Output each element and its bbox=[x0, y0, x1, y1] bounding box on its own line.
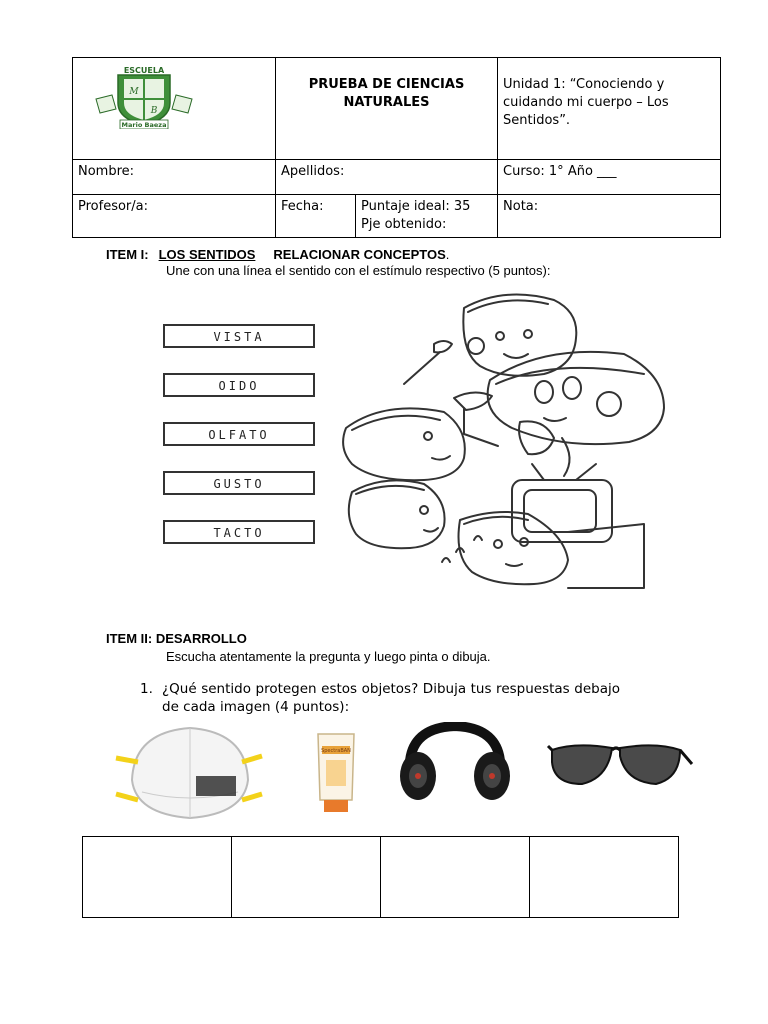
fecha-field: Fecha: bbox=[276, 195, 356, 238]
answer-box-2[interactable] bbox=[232, 837, 381, 918]
profesor-field: Profesor/a: bbox=[73, 195, 276, 238]
pje-obtenido: Pje obtenido: bbox=[361, 217, 447, 232]
boy-smelling-flower-icon bbox=[404, 295, 576, 384]
logo-letter-m: M bbox=[129, 87, 139, 97]
logo-bottom-text: Mario Baeza bbox=[121, 121, 167, 129]
sunscreen-label: SpectraBAN bbox=[321, 748, 351, 754]
test-title bbox=[276, 58, 498, 160]
question-1-text: ¿Qué sentido protegen estos objetos? Dibuja tus respuestas debajo de cada imagen (4 puntos): bbox=[162, 681, 620, 715]
sense-box-olfato bbox=[164, 423, 314, 445]
item2-instruction: Escucha atentamente la pregunta y luego pinta o dibuja. bbox=[166, 649, 491, 664]
puntaje-field bbox=[356, 195, 498, 238]
nota-field: Nota: bbox=[498, 195, 721, 238]
headphones-icon bbox=[396, 722, 514, 802]
item1-activity: RELACIONAR CONCEPTOS bbox=[273, 247, 446, 262]
title-line-2: NATURALES bbox=[343, 95, 430, 110]
title-line-1: PRUEBA DE CIENCIAS bbox=[308, 77, 465, 92]
puntaje-ideal: Puntaje ideal: 35 bbox=[361, 199, 471, 214]
logo-cell bbox=[73, 58, 276, 160]
item1-topic: LOS SENTIDOS bbox=[158, 247, 256, 262]
mask-icon bbox=[112, 722, 266, 822]
girl-looking-icon bbox=[488, 352, 664, 444]
answer-box-4[interactable] bbox=[530, 837, 679, 918]
answer-table bbox=[82, 836, 679, 918]
answer-box-3[interactable] bbox=[381, 837, 530, 918]
svg-text:GUSTO: GUSTO bbox=[213, 477, 265, 491]
sense-box-tacto bbox=[164, 521, 314, 543]
item1-instruction: Une con una línea el sentido con el estímulo respectivo (5 puntos): bbox=[166, 263, 551, 278]
svg-text:VISTA: VISTA bbox=[213, 330, 265, 344]
question-1 bbox=[140, 680, 620, 716]
curso-field: Curso: 1° Año ___ bbox=[498, 160, 721, 195]
school-logo-icon bbox=[94, 65, 194, 129]
sense-box-gusto bbox=[164, 472, 314, 494]
logo-letter-b: B bbox=[150, 106, 158, 116]
answer-box-1[interactable] bbox=[83, 837, 232, 918]
girl-touching-icon bbox=[459, 512, 645, 588]
unit-title: Unidad 1: “Conociendo y cuidando mi cuerpo – Los Sentidos”. bbox=[498, 58, 721, 160]
apellidos-field: Apellidos: bbox=[276, 160, 498, 195]
svg-text:TACTO: TACTO bbox=[213, 526, 265, 540]
nombre-field: Nombre: bbox=[73, 160, 276, 195]
item1-label: ITEM I: bbox=[106, 247, 149, 262]
sense-box-vista bbox=[164, 325, 314, 347]
logo-top-text: ESCUELA bbox=[123, 66, 165, 75]
header-table bbox=[72, 57, 721, 238]
item2-heading: ITEM II: DESARROLLO bbox=[106, 631, 247, 646]
question-1-number: 1. bbox=[140, 681, 153, 697]
sense-box-oido bbox=[164, 374, 314, 396]
svg-text:OLFATO: OLFATO bbox=[208, 428, 270, 442]
svg-text:OIDO: OIDO bbox=[218, 379, 260, 393]
item1-heading: ITEM I: LOS SENTIDOS RELACIONAR CONCEPTOS. bbox=[106, 247, 450, 262]
senses-illustration bbox=[124, 288, 676, 594]
sunglasses-icon bbox=[546, 738, 694, 790]
sunscreen-icon bbox=[314, 730, 358, 814]
